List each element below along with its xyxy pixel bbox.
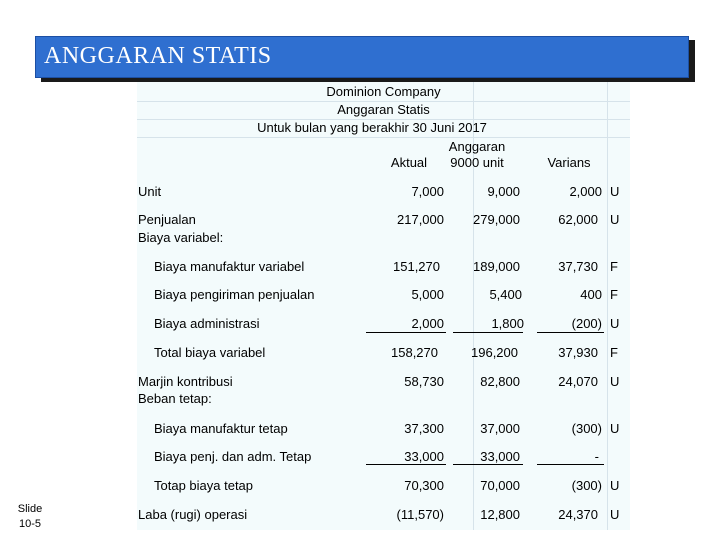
budget-contribution-margin: 82,800 xyxy=(480,374,520,389)
flag-unit: U xyxy=(610,184,620,199)
row-label-variable-costs: Biaya variabel: xyxy=(138,230,224,245)
slide-number-value: 10-5 xyxy=(18,518,42,530)
row-label-total-variable: Total biaya variabel xyxy=(154,345,266,360)
slide-title-bar xyxy=(35,36,689,78)
actual-unit: 7,000 xyxy=(411,184,444,199)
fixed-rule-actual xyxy=(366,464,446,465)
actual-variable-mfg: 151,270 xyxy=(393,259,440,274)
row-label-sales: Penjualan xyxy=(138,212,196,227)
actual-sales: 217,000 xyxy=(397,212,444,227)
actual-total-variable: 158,270 xyxy=(391,345,438,360)
actual-contribution-margin: 58,730 xyxy=(404,374,444,389)
grid-line xyxy=(137,137,630,138)
flag-sales: U xyxy=(610,212,620,227)
flag-operating-income: U xyxy=(610,507,620,522)
row-label-total-fixed: Totap biaya tetap xyxy=(154,478,254,493)
flag-admin: U xyxy=(610,316,620,331)
variance-variable-mfg: 37,730 xyxy=(558,259,598,274)
budget-total-fixed: 70,000 xyxy=(480,478,520,493)
report-subtitle: Anggaran Statis xyxy=(337,102,430,117)
row-label-shipping: Biaya pengiriman penjualan xyxy=(154,287,315,302)
actual-shipping: 5,000 xyxy=(411,287,444,302)
row-label-contribution-margin: Marjin kontribusi xyxy=(138,374,233,389)
budget-header-line2: 9000 unit xyxy=(450,155,504,170)
budget-operating-income: 12,800 xyxy=(480,507,520,522)
budget-fixed-mfg: 37,000 xyxy=(480,421,520,436)
variance-total-fixed: (300) xyxy=(571,478,602,493)
actual-total-fixed: 70,300 xyxy=(404,478,444,493)
row-label-variable-mfg: Biaya manufaktur variabel xyxy=(154,259,305,274)
actual-fixed-selling-admin: 33,000 xyxy=(404,449,444,464)
subtotal-rule-variance xyxy=(537,332,604,333)
budget-unit: 9,000 xyxy=(487,184,520,199)
row-label-fixed-costs: Beban tetap: xyxy=(138,391,212,406)
flag-shipping: F xyxy=(610,287,618,302)
company-name: Dominion Company xyxy=(326,84,441,99)
slide-number-label: Slide xyxy=(17,503,43,515)
fixed-rule-budget xyxy=(453,464,523,465)
flag-total-variable: F xyxy=(610,345,618,360)
slide-number xyxy=(10,502,50,532)
budget-admin: 1,800 xyxy=(491,316,524,331)
grid-line xyxy=(607,82,608,530)
row-label-fixed-selling-admin: Biaya penj. dan adm. Tetap xyxy=(154,449,312,464)
actual-fixed-mfg: 37,300 xyxy=(404,421,444,436)
subtotal-rule-budget xyxy=(453,332,523,333)
variance-fixed-selling-admin: - xyxy=(594,449,599,464)
row-label-unit: Unit xyxy=(138,184,162,199)
row-label-fixed-mfg: Biaya manufaktur tetap xyxy=(154,421,288,436)
budget-total-variable: 196,200 xyxy=(471,345,518,360)
variance-header: Varians xyxy=(547,155,591,170)
flag-total-fixed: U xyxy=(610,478,620,493)
flag-variable-mfg: F xyxy=(610,259,618,274)
variance-operating-income: 24,370 xyxy=(558,507,598,522)
report-period: Untuk bulan yang berakhir 30 Juni 2017 xyxy=(257,120,487,135)
variance-sales: 62,000 xyxy=(558,212,598,227)
variance-contribution-margin: 24,070 xyxy=(558,374,598,389)
fixed-rule-variance xyxy=(537,464,604,465)
budget-fixed-selling-admin: 33,000 xyxy=(480,449,520,464)
variance-fixed-mfg: (300) xyxy=(571,421,602,436)
flag-fixed-mfg: U xyxy=(610,421,620,436)
variance-admin: (200) xyxy=(571,316,602,331)
budget-shipping: 5,400 xyxy=(489,287,522,302)
budget-variable-mfg: 189,000 xyxy=(473,259,520,274)
actual-operating-income: (11,570) xyxy=(396,507,444,522)
subtotal-rule-actual xyxy=(366,332,446,333)
actual-admin: 2,000 xyxy=(411,316,444,331)
row-label-admin: Biaya administrasi xyxy=(154,316,260,331)
row-label-operating-income: Laba (rugi) operasi xyxy=(138,507,248,522)
flag-contribution-margin: U xyxy=(610,374,620,389)
budget-header-line1: Anggaran xyxy=(448,139,506,154)
variance-unit: 2,000 xyxy=(569,184,602,199)
variance-shipping: 400 xyxy=(580,287,602,302)
variance-total-variable: 37,930 xyxy=(558,345,598,360)
actual-header: Aktual xyxy=(390,155,428,170)
slide-title: ANGGARAN STATIS xyxy=(44,43,272,69)
budget-sales: 279,000 xyxy=(473,212,520,227)
